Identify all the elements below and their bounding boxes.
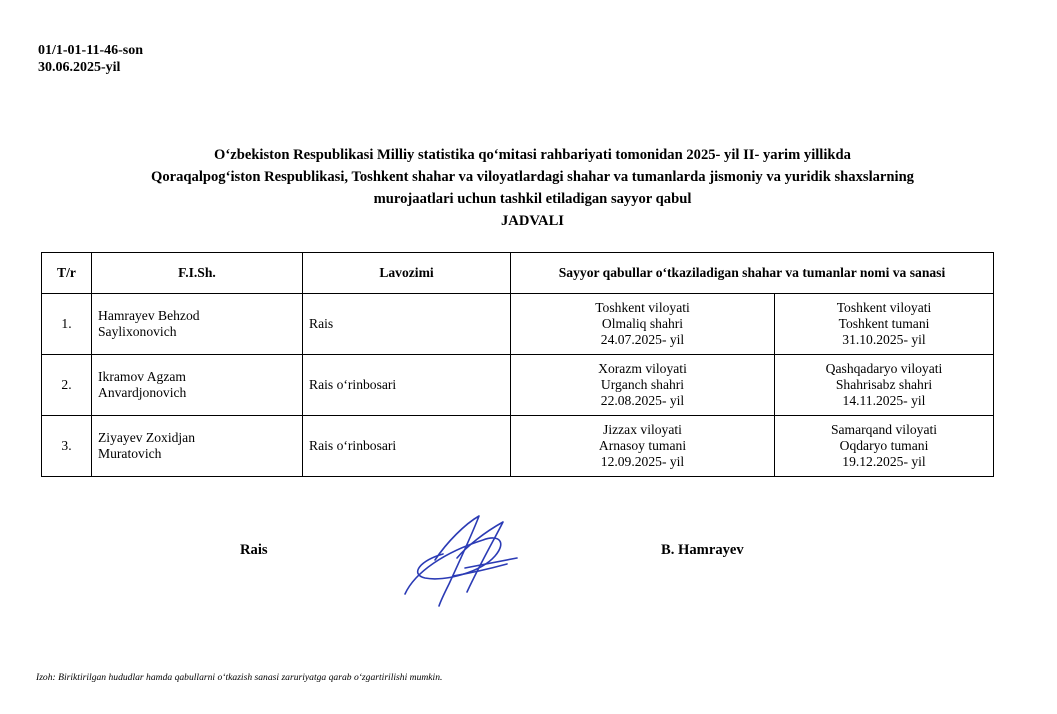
row-name [92, 294, 303, 355]
loc-date: 19.12.2025- yil [842, 454, 926, 469]
name-second: Muratovich [98, 446, 162, 461]
loc-region: Xorazm viloyati [598, 361, 687, 376]
document-date: 30.06.2025-yil [38, 60, 121, 75]
name-first: Hamrayev Behzod [98, 308, 200, 323]
title-line-1: O‘zbekiston Respublikasi Milliy statistika qo‘mitasi rahbariyati tomonidan 2025- yil II- yarim yillikda [214, 147, 851, 163]
row-position: Rais o‘rinbosari [303, 355, 511, 416]
name-second: Anvardjonovich [98, 385, 187, 400]
handwritten-signature [395, 512, 525, 612]
row-position: Rais o‘rinbosari [303, 416, 511, 477]
loc-date: 22.08.2025- yil [600, 393, 685, 408]
header-num: T/r [42, 253, 92, 294]
table-row [42, 294, 994, 355]
name-second: Saylixonovich [98, 324, 177, 339]
loc-district: Olmaliq shahri [601, 316, 684, 331]
row-name [92, 355, 303, 416]
row-num: 1. [42, 294, 92, 355]
name-first: Ikramov Agzam [98, 369, 186, 384]
loc-region: Toshkent viloyati [595, 300, 690, 315]
signatory-name: B. Hamrayev [661, 542, 744, 558]
row-location-1 [511, 416, 775, 477]
loc-region: Samarqand viloyati [830, 422, 938, 437]
document-reference [38, 42, 143, 76]
schedule-table [41, 252, 994, 477]
row-name [92, 416, 303, 477]
title-line-2: Qoraqalpog‘iston Respublikasi, Toshkent shahar va viloyatlardagi shahar va tumanlarda jismoniy va yuridik shaxslarning [151, 169, 914, 185]
loc-date: 14.11.2025- yil [842, 393, 926, 408]
row-location-2 [775, 416, 994, 477]
document-number: 01/1-01-11-46-son [38, 43, 143, 58]
loc-region: Qashqadaryo viloyati [825, 361, 943, 376]
loc-district: Shahrisabz shahri [835, 377, 933, 392]
table-row [42, 355, 994, 416]
row-location-2 [775, 294, 994, 355]
table-row [42, 416, 994, 477]
title-line-4: JADVALI [501, 213, 564, 229]
title-line-3: murojaatlari uchun tashkil etiladigan sayyor qabul [373, 191, 692, 207]
loc-date: 24.07.2025- yil [600, 332, 685, 347]
signature-role: Rais [240, 542, 268, 558]
row-num: 2. [42, 355, 92, 416]
loc-district: Oqdaryo tumani [839, 438, 929, 453]
header-locations: Sayyor qabullar o‘tkaziladigan shahar va tumanlar nomi va sanasi [511, 253, 994, 294]
loc-date: 12.09.2025- yil [600, 454, 685, 469]
row-location-2 [775, 355, 994, 416]
header-name: F.I.Sh. [92, 253, 303, 294]
footnote: Izoh: Biriktirilgan hududlar hamda qabullarni o‘tkazish sanasi zaruriyatga qarab o‘zgartirilishi mumkin. [36, 672, 443, 683]
loc-date: 31.10.2025- yil [842, 332, 926, 347]
loc-district: Arnasoy tumani [598, 438, 687, 453]
loc-district: Urganch shahri [600, 377, 685, 392]
row-num: 3. [42, 416, 92, 477]
table-header-row [42, 253, 994, 294]
row-location-1 [511, 355, 775, 416]
document-title [40, 144, 1025, 232]
name-first: Ziyayev Zoxidjan [98, 430, 196, 445]
loc-region: Toshkent viloyati [836, 300, 932, 315]
row-position: Rais [303, 294, 511, 355]
loc-region: Jizzax viloyati [603, 422, 682, 437]
loc-district: Toshkent tumani [838, 316, 930, 331]
row-location-1 [511, 294, 775, 355]
header-position: Lavozimi [303, 253, 511, 294]
